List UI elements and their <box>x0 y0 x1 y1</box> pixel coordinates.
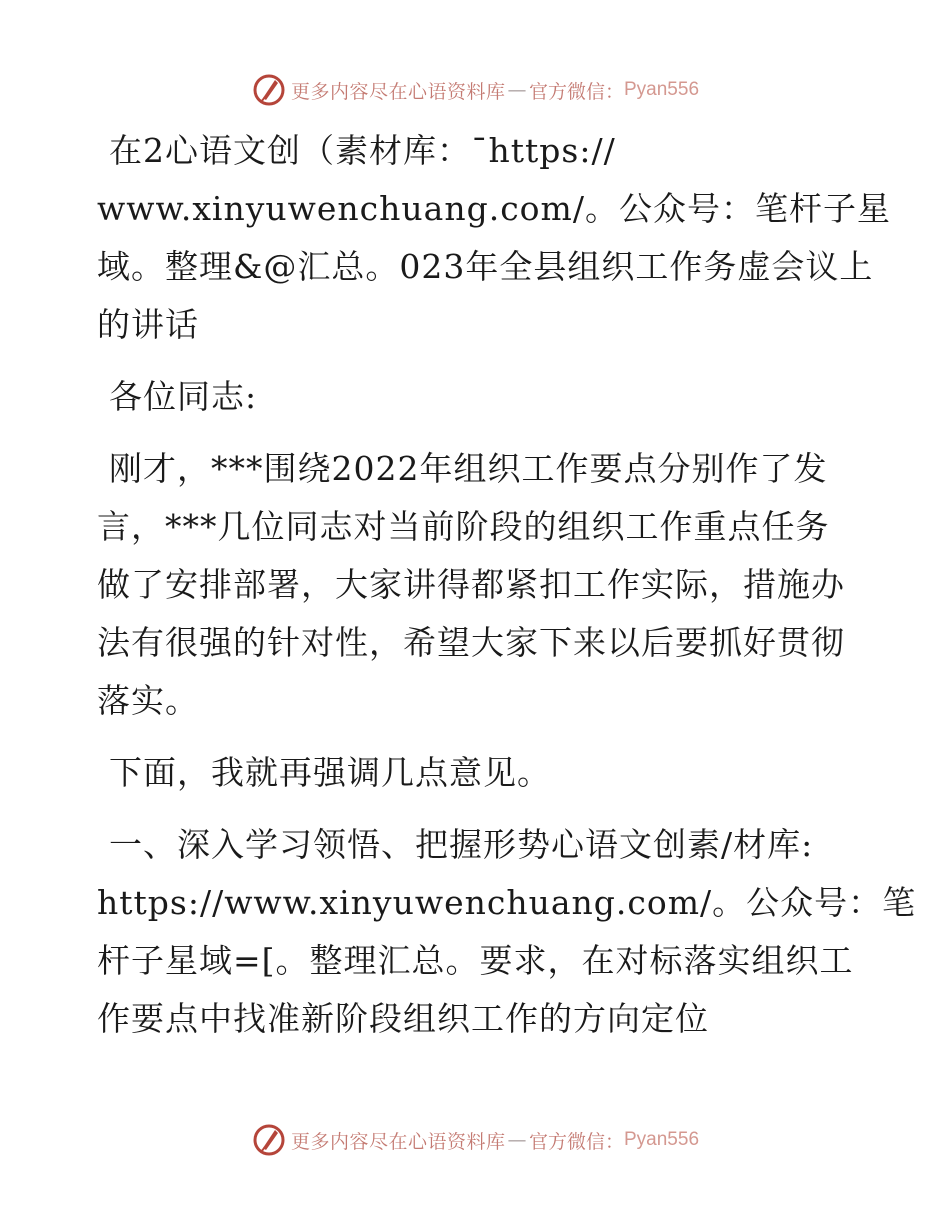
section-1-heading <box>97 816 917 1048</box>
section-line: 一、深入学习领悟、把握形势心语文创素/材库: <box>109 825 814 864</box>
paragraph-line: 下面，我就再强调几点意见。 <box>109 753 551 792</box>
footer-watermark-banner <box>0 1120 950 1160</box>
watermark-wechat-id: Pyan556 <box>624 1129 700 1150</box>
paragraph-line: 刚才，***围绕2022年组织工作要点分别作了发 <box>109 449 828 488</box>
watermark-dash: — <box>507 1129 527 1151</box>
paragraph-line: 法有很强的针对性，希望大家下来以后要抓好贯彻 <box>97 623 845 662</box>
watermark-dash: — <box>507 79 527 101</box>
watermark-wechat-id: Pyan556 <box>624 79 700 100</box>
watermark-text: 更多内容尽在心语资料库 <box>290 80 506 103</box>
quill-pen-icon <box>251 72 287 108</box>
watermark-text: 更多内容尽在心语资料库 <box>290 1130 506 1153</box>
title-line: 在2心语文创（素材库：¯https:// <box>109 131 616 170</box>
section-line: https://www.xinyuwenchuang.com/。公众号：笔 <box>97 883 917 922</box>
paragraph-line: 做了安排部署，大家讲得都紧扣工作实际，措施办 <box>97 565 845 604</box>
section-line: 作要点中找准新阶段组织工作的方向定位 <box>97 999 709 1038</box>
title-line: www.xinyuwenchuang.com/。公众号：笔杆子星 <box>97 189 891 228</box>
quill-pen-icon <box>251 1122 287 1158</box>
title-line: 域。整理&@汇总。023年全县组织工作务虚会议上 <box>97 247 874 286</box>
paragraph-line: 落实。 <box>97 681 199 720</box>
document-body <box>97 122 917 1062</box>
salutation <box>97 368 857 426</box>
paragraph-1 <box>97 440 857 730</box>
watermark-wechat-label: 官方微信： <box>528 1130 624 1153</box>
section-line: 杆子星域=[。整理汇总。要求，在对标落实组织工 <box>97 941 854 980</box>
salutation-line: 各位同志: <box>109 377 258 416</box>
paragraph-line: 言，***几位同志对当前阶段的组织工作重点任务 <box>97 507 830 546</box>
title-line: 的讲话 <box>97 305 199 344</box>
watermark-wechat-label: 官方微信： <box>528 80 624 103</box>
document-title <box>97 122 891 354</box>
header-watermark-banner <box>0 70 950 110</box>
paragraph-2 <box>97 744 857 802</box>
